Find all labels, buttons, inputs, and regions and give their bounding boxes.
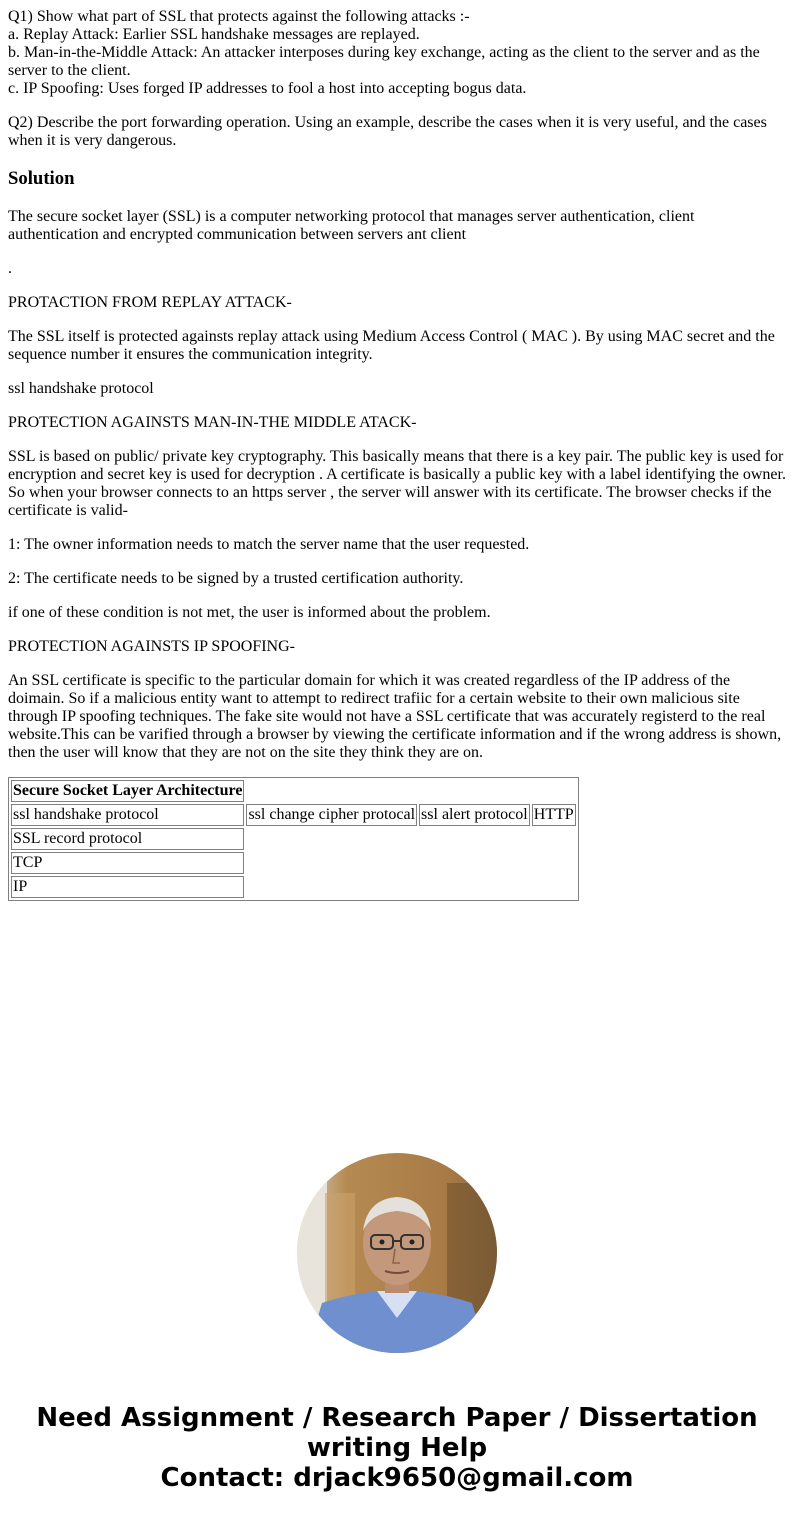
question-1-line: Q1) Show what part of SSL that protects against the following attacks :- bbox=[8, 8, 470, 25]
question-2: Q2) Describe the port forwarding operation. Using an example, describe the cases when it is very useful, and the cases when it is very dangerous. bbox=[8, 114, 767, 149]
promo-footer bbox=[0, 1403, 794, 1493]
table-row bbox=[11, 780, 576, 802]
table-cell: SSL record protocol bbox=[11, 828, 244, 850]
table-row bbox=[11, 804, 576, 826]
empty-cell bbox=[532, 828, 576, 850]
solution-paragraph: SSL is based on public/ private key cryptography. This basically means that there is a key pair. The public key is used for encryption and secret key is used for decryption . A certificate is basically a public key with a label identifying the owner. So when your browser connects to an https server , the server will answer with its certificate. The browser checks if the certificate is valid- bbox=[8, 448, 786, 519]
solution-paragraph: An SSL certificate is specific to the particular domain for which it was created regardless of the IP address of the doimain. So if a malicious entity want to attempt to redirect trafiic for a certain website to their own malicious site through IP spoofing techniques. The fake site would not have a SSL certificate that was accurately registerd to the real website.This can be varified through a browser by viewing the certificate information and if the wrong address is shown, then the user will know that they are not on the site they think they are on. bbox=[8, 672, 782, 761]
solution-paragraph: ssl handshake protocol bbox=[8, 380, 154, 397]
solution-paragraph: if one of these condition is not met, the user is informed about the problem. bbox=[8, 604, 491, 621]
solution-paragraph: PROTACTION FROM REPLAY ATTACK- bbox=[8, 294, 292, 311]
table-row bbox=[11, 828, 576, 850]
document-body bbox=[8, 8, 788, 901]
empty-cell bbox=[419, 876, 530, 898]
footer-line: writing Help bbox=[306, 1433, 488, 1463]
question-1-line: a. Replay Attack: Earlier SSL handshake messages are replayed. bbox=[8, 26, 420, 43]
question-1-line: b. Man-in-the-Middle Attack: An attacker interposes during key exchange, acting as the client to the server and as the server to the client. bbox=[8, 44, 760, 79]
empty-cell bbox=[419, 780, 530, 802]
table-cell: HTTP bbox=[532, 804, 576, 826]
empty-cell bbox=[532, 852, 576, 874]
empty-cell bbox=[246, 828, 417, 850]
table-title-cell: Secure Socket Layer Architecture bbox=[11, 780, 244, 802]
table-row bbox=[11, 876, 576, 898]
solution-paragraph: PROTECTION AGAINSTS IP SPOOFING- bbox=[8, 638, 295, 655]
question-1-line: c. IP Spoofing: Uses forged IP addresses to fool a host into accepting bogus data. bbox=[8, 80, 527, 97]
empty-cell bbox=[419, 852, 530, 874]
empty-cell bbox=[532, 780, 576, 802]
solution-paragraph: PROTECTION AGAINSTS MAN-IN-THE MIDDLE ATACK- bbox=[8, 414, 417, 431]
table-cell: TCP bbox=[11, 852, 244, 874]
empty-cell bbox=[246, 852, 417, 874]
empty-cell bbox=[246, 780, 417, 802]
footer-contact: Contact: drjack9650@gmail.com bbox=[160, 1463, 634, 1493]
table-row bbox=[11, 852, 576, 874]
empty-cell bbox=[419, 828, 530, 850]
solution-heading: Solution bbox=[8, 168, 75, 189]
table-cell: IP bbox=[11, 876, 244, 898]
author-portrait-icon bbox=[297, 1153, 497, 1353]
solution-paragraph: 1: The owner information needs to match the server name that the user requested. bbox=[8, 536, 530, 553]
author-avatar bbox=[297, 1153, 497, 1353]
solution-paragraph: 2: The certificate needs to be signed by a trusted certification authority. bbox=[8, 570, 464, 587]
question-1 bbox=[8, 8, 788, 98]
solution-paragraph: . bbox=[8, 260, 12, 277]
empty-cell bbox=[246, 876, 417, 898]
solution-paragraph: The SSL itself is protected againsts replay attack using Medium Access Control ( MAC ). By using MAC secret and the sequence number it ensures the communication integrity. bbox=[8, 328, 775, 363]
ssl-architecture-table bbox=[8, 777, 579, 901]
table-cell: ssl alert protocol bbox=[419, 804, 530, 826]
table-cell: ssl handshake protocol bbox=[11, 804, 244, 826]
empty-cell bbox=[532, 876, 576, 898]
footer-line: Need Assignment / Research Paper / Dissertation bbox=[36, 1403, 758, 1433]
solution-paragraph: The secure socket layer (SSL) is a computer networking protocol that manages server authentication, client authentication and encrypted communication between servers ant client bbox=[8, 208, 695, 243]
table-cell: ssl change cipher protocal bbox=[246, 804, 417, 826]
